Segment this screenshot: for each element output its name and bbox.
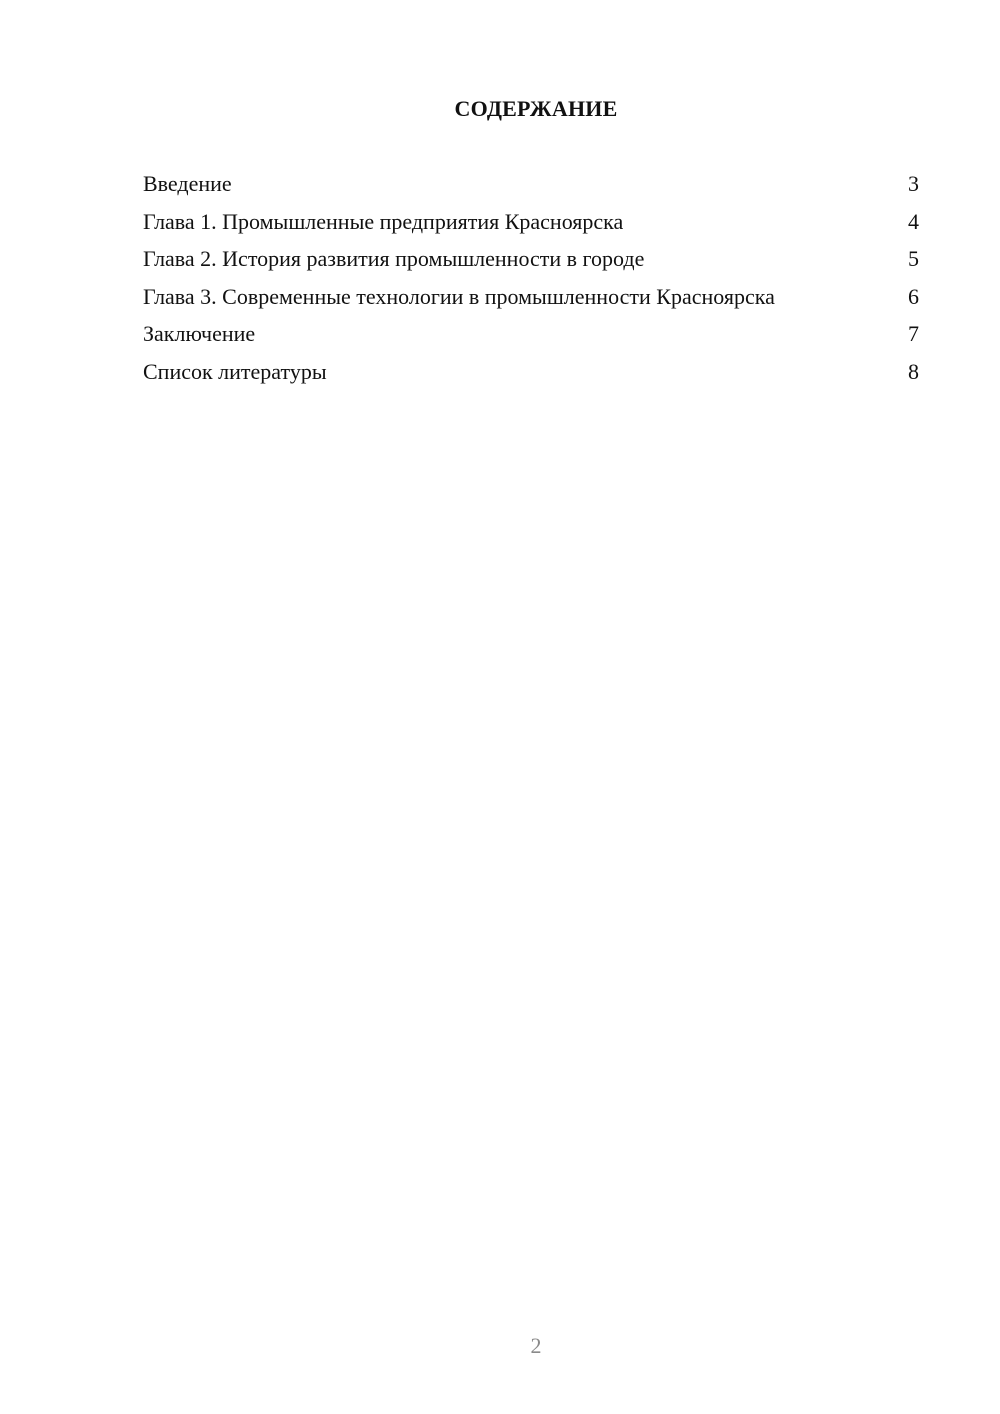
toc-entry-text: Введение <box>143 171 232 196</box>
toc-entry-text: Заключение <box>143 321 256 346</box>
toc-title: СОДЕРЖАНИЕ <box>454 96 618 121</box>
toc-entry-conclusion <box>143 320 919 347</box>
toc-entry-page: 5 <box>908 246 919 271</box>
toc-entry-page: 4 <box>908 208 919 234</box>
toc-entry-page: 8 <box>908 358 919 384</box>
toc-entry-bibliography <box>143 358 919 385</box>
toc-entry-chapter-1 <box>143 208 919 235</box>
toc-list <box>143 170 919 395</box>
toc-entry-chapter-3 <box>143 283 919 310</box>
page-number: 2 <box>530 1333 542 1358</box>
toc-entry-chapter-2 <box>143 245 919 272</box>
toc-entry-page: 7 <box>908 321 919 346</box>
toc-entry-introduction <box>143 170 919 197</box>
toc-entry-text: Глава 1. Промышленные предприятия Красноярска <box>143 208 624 234</box>
toc-entry-page: 6 <box>908 283 919 309</box>
toc-entry-page: 3 <box>908 171 919 196</box>
toc-entry-text: Глава 2. История развития промышленности в городе <box>143 246 645 271</box>
toc-entry-text: Глава 3. Современные технологии в промышленности Красноярска <box>143 283 775 309</box>
toc-entry-text: Список литературы <box>143 358 327 384</box>
